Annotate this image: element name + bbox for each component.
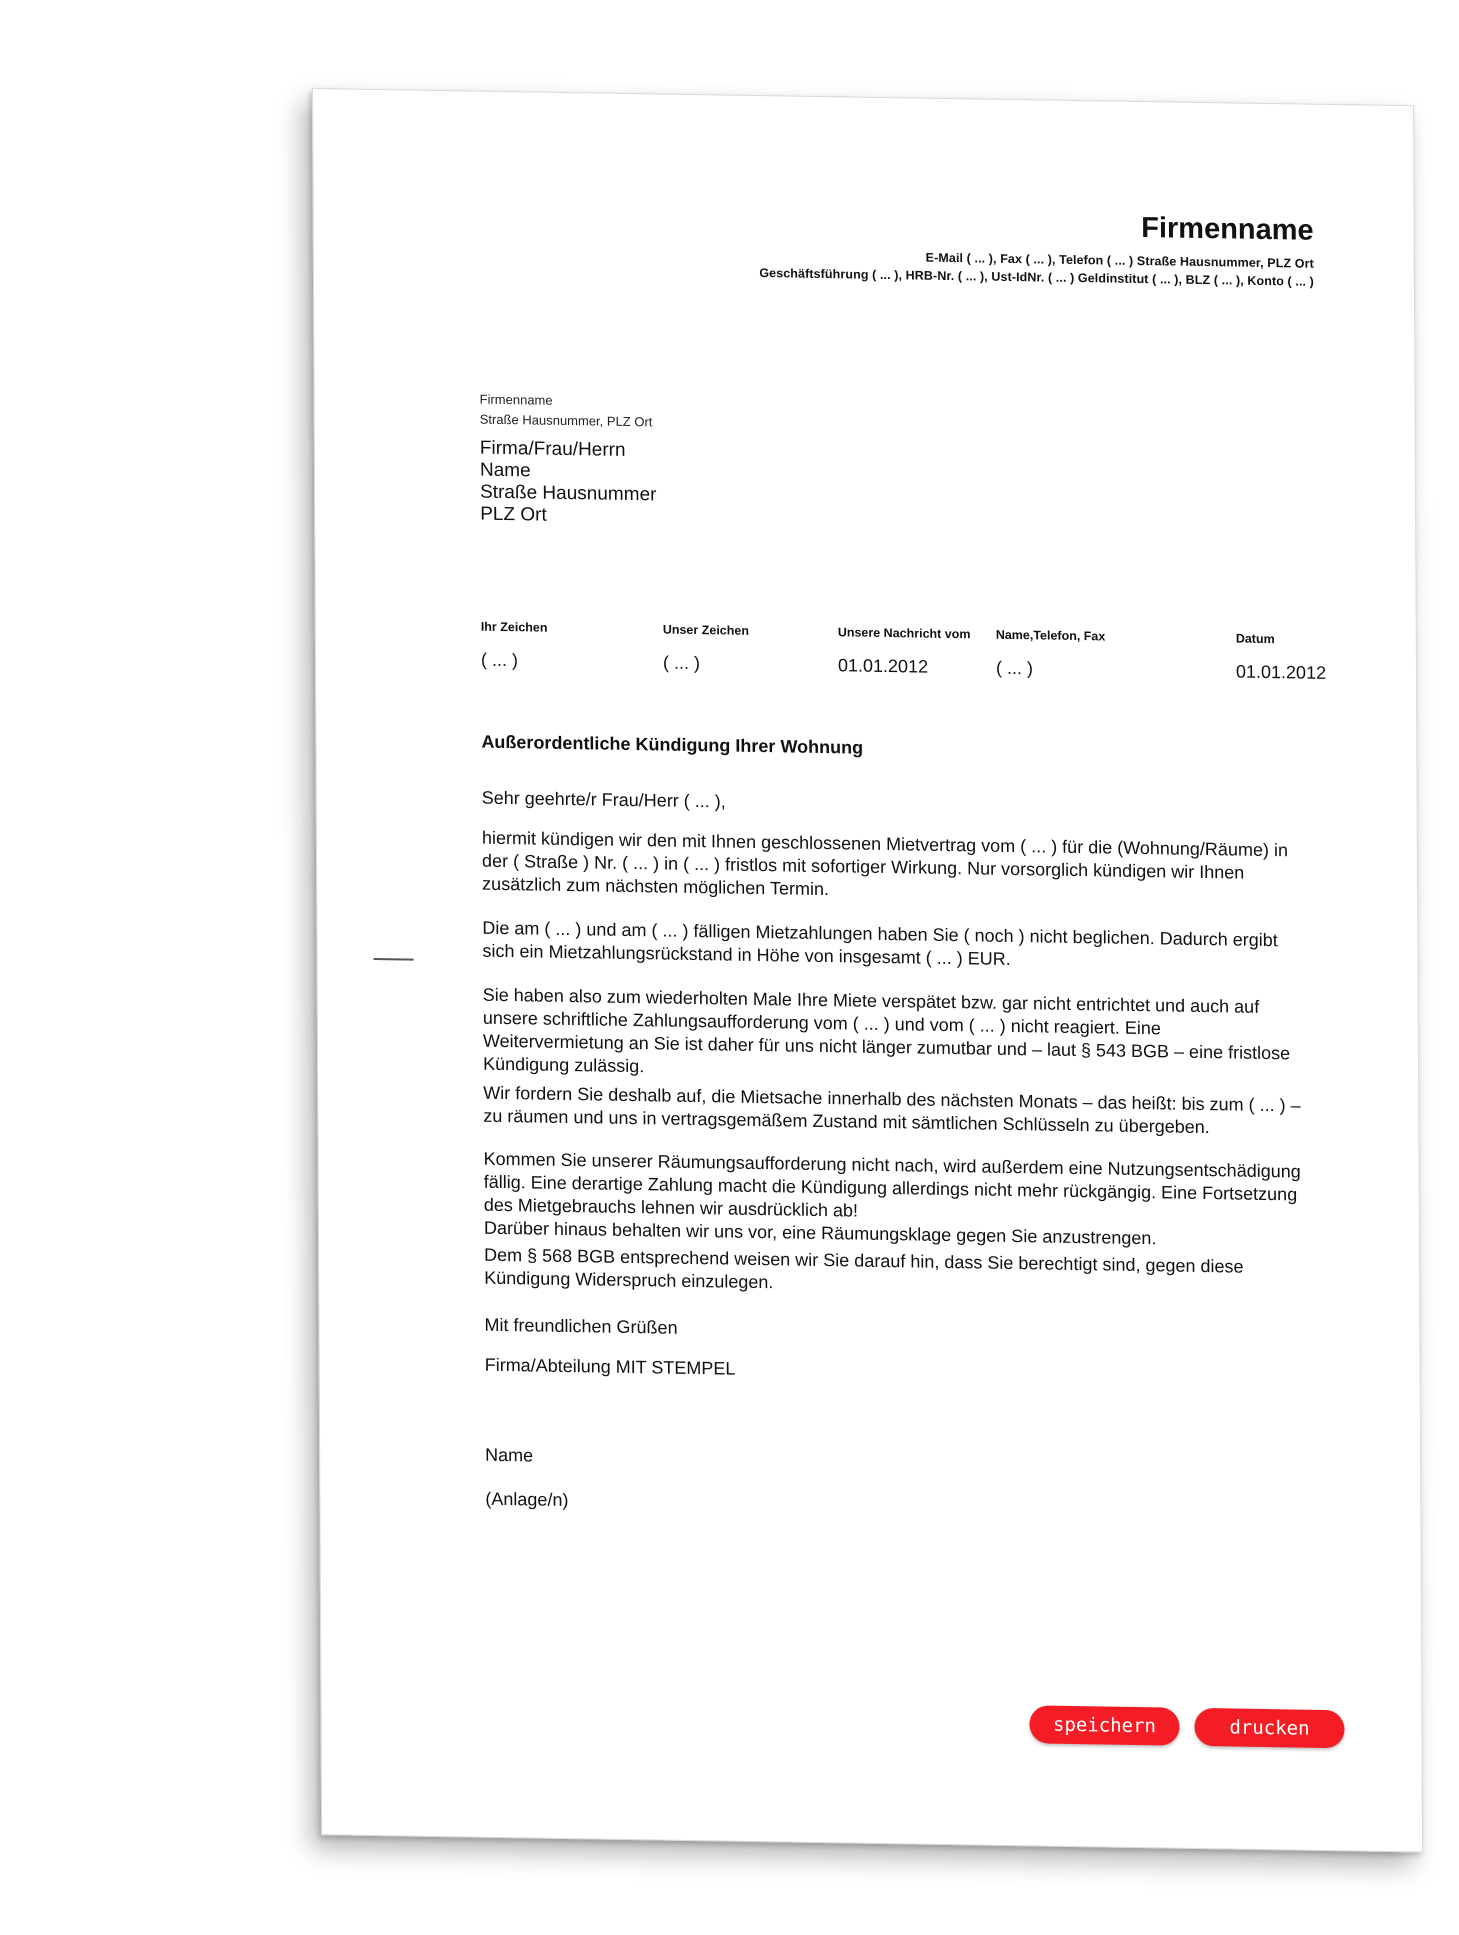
company-name: Firmenname bbox=[1141, 212, 1314, 247]
company-contact-line: E-Mail ( ... ), Fax ( ... ), Telefon ( ... ) Straße Hausnummer, PLZ Ort bbox=[925, 250, 1314, 271]
recipient-line-2: Name bbox=[479, 459, 531, 482]
letter-paragraph-1: hiermit kündigen wir den mit Ihnen geschlossenen Mietvertrag vom ( ... ) für die (Wohnung/Räume) in der ( Straße ) Nr. ( ... ) in ( ... ) fristlos mit sofortiger Wirkung. Nur vorsorglich kündigen wir Ihnen zusätzlich zum nächsten möglichen Termin. bbox=[481, 827, 1288, 900]
ref-label-nachricht-vom: Unsere Nachricht vom bbox=[837, 625, 971, 642]
ref-value-kontakt: ( ... ) bbox=[995, 657, 1034, 679]
letter-subject: Außerordentliche Kündigung Ihrer Wohnung bbox=[481, 731, 864, 758]
sender-address: Straße Hausnummer, PLZ Ort bbox=[479, 411, 653, 430]
letter-signer-name: Name bbox=[485, 1444, 534, 1466]
ref-label-datum: Datum bbox=[1235, 631, 1275, 647]
ref-value-nachricht-vom: 01.01.2012 bbox=[837, 655, 929, 677]
ref-label-ihr-zeichen: Ihr Zeichen bbox=[480, 619, 548, 635]
letter-paragraph-4: Wir fordern Sie deshalb auf, die Mietsache innerhalb des nächsten Monats – das heißt: bis zum ( ... ) – zu räumen und uns in vertragsgemäßem Zustand mit sämtlichen Schlüsseln zu übergeben. bbox=[483, 1082, 1301, 1138]
letter-firm-stamp: Firma/Abteilung MIT STEMPEL bbox=[484, 1354, 736, 1379]
letter-page bbox=[312, 88, 1423, 1852]
sender-name: Firmenname bbox=[479, 391, 553, 408]
letter-paragraph-2: Die am ( ... ) und am ( ... ) fälligen Mietzahlungen haben Sie ( noch ) nicht beglichen. Dadurch ergibt sich ein Mietzahlungsrückstand in Höhe von insgesamt ( ... ) EUR. bbox=[482, 917, 1278, 969]
recipient-line-1: Firma/Frau/Herrn bbox=[479, 437, 626, 461]
letter-paragraph-6: Dem § 568 BGB entsprechend weisen wir Sie darauf hin, dass Sie berechtigt sind, gegen diese Kündigung Widerspruch einzulegen. bbox=[484, 1244, 1244, 1293]
ref-value-datum: 01.01.2012 bbox=[1235, 661, 1327, 683]
letter-paragraph-5: Kommen Sie unserer Räumungsaufforderung nicht nach, wird außerdem eine Nutzungsentschädigung fällig. Eine derartige Zahlung macht die Kündigung allerdings nicht mehr rückgängig. Eine Fortsetzung des Mietgebrauchs lehnen wir ausdrücklich ab! Darüber hinaus behalten wir uns vor, eine Räumungsklage gegen Sie anzustrengen. bbox=[483, 1148, 1301, 1249]
letter-annex: (Anlage/n) bbox=[485, 1488, 569, 1511]
company-legal-line: Geschäftsführung ( ... ), HRB-Nr. ( ... ), Ust-IdNr. ( ... ) Geldinstitut ( ... ), BLZ ( ... ), Konto ( ... ) bbox=[759, 266, 1314, 289]
ref-value-ihr-zeichen: ( ... ) bbox=[480, 649, 519, 671]
letter-salutation: Sehr geehrte/r Frau/Herr ( ... ), bbox=[481, 787, 726, 812]
ref-label-unser-zeichen: Unser Zeichen bbox=[662, 622, 749, 638]
fold-mark bbox=[374, 958, 414, 961]
letter-paragraph-3: Sie haben also zum wiederholten Male Ihre Miete verspätet bzw. gar nicht entrichtet und auch auf unsere schriftliche Zahlungsaufforderung vom ( ... ) und vom ( ... ) nicht reagiert. Eine Weitervermietung an Sie ist daher für uns nicht länger zumutbar und – laut § 543 BGB – eine fristlose Kündigung zulässig. bbox=[482, 984, 1291, 1077]
recipient-line-4: PLZ Ort bbox=[480, 503, 547, 526]
letter-closing: Mit freundlichen Grüßen bbox=[484, 1314, 678, 1338]
ref-value-unser-zeichen: ( ... ) bbox=[662, 652, 701, 674]
print-button[interactable]: drucken bbox=[1194, 1708, 1344, 1748]
recipient-line-3: Straße Hausnummer bbox=[480, 481, 657, 506]
save-button[interactable]: speichern bbox=[1029, 1705, 1179, 1745]
ref-label-kontakt: Name,Telefon, Fax bbox=[995, 627, 1106, 644]
